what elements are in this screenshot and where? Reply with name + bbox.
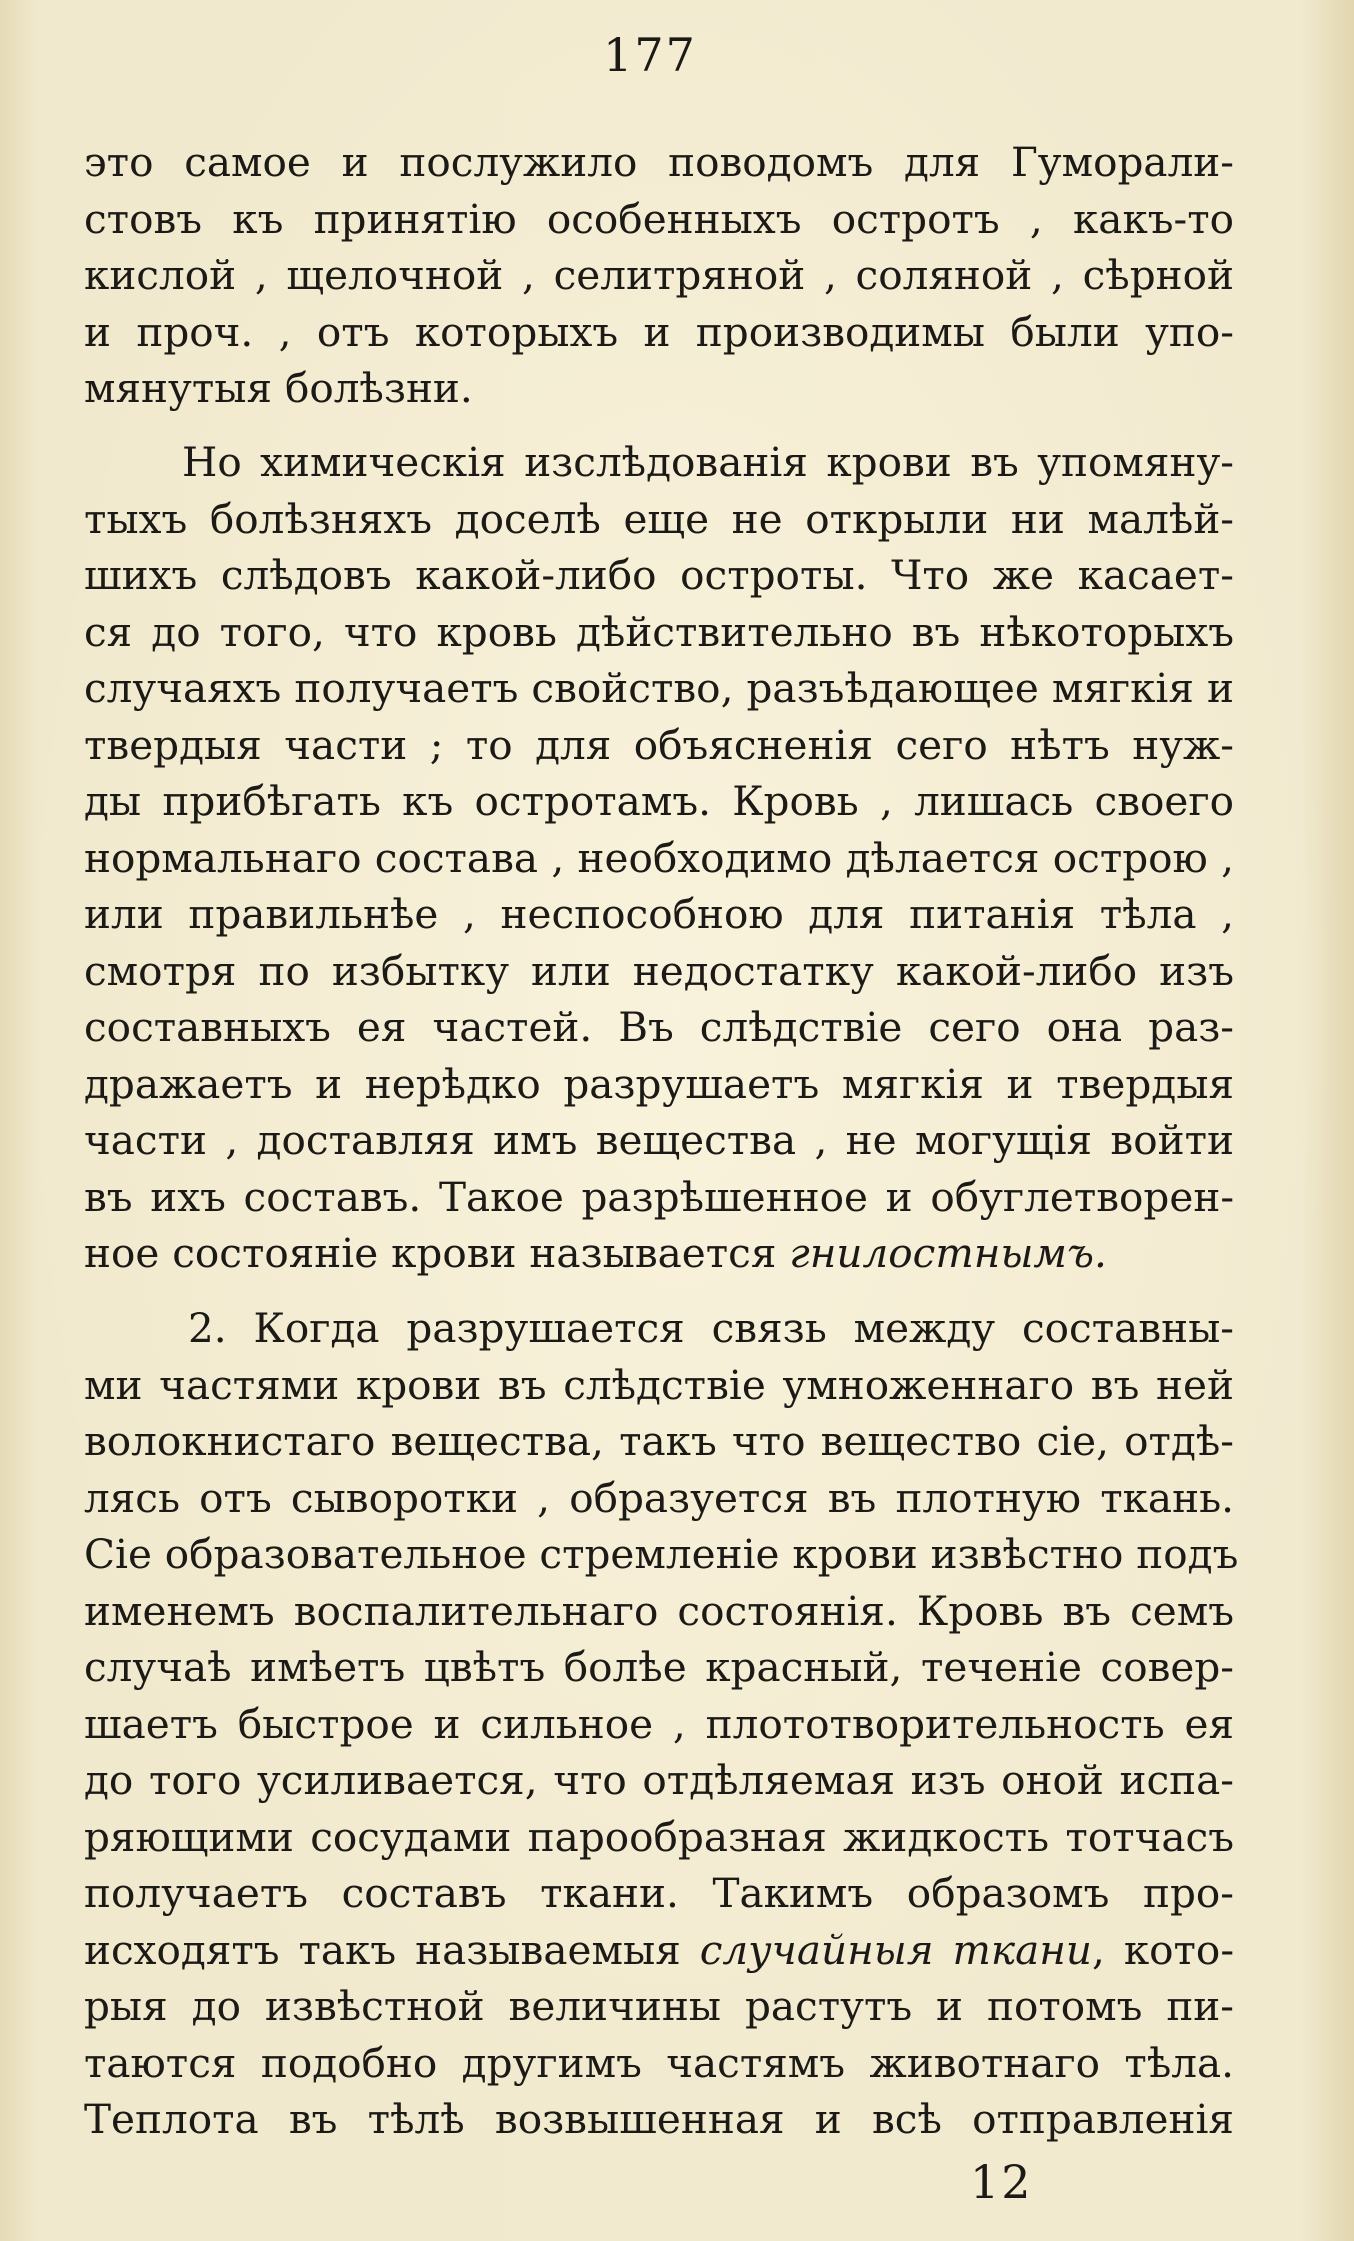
text-line: таются подобно другимъ частямъ животнаго тѣла.	[84, 2038, 1234, 2087]
emphasized-term: случайныя ткани	[699, 1925, 1093, 1974]
text-line: Теплота въ тѣлѣ возвышенная и всѣ отправленія	[84, 2095, 1234, 2143]
text-line: или правильнѣе , неспособною для питанія тѣла ,	[84, 890, 1234, 938]
text-line: въ ихъ составъ. Такое разрѣшенное и обуглетворен-	[84, 1172, 1234, 1221]
text-line: стовъ къ принятію особенныхъ остротъ , какъ-то	[84, 194, 1234, 243]
text-line: лясь отъ сыворотки , образуется въ плотную ткань.	[84, 1473, 1234, 1522]
text-line: 2. Когда разрушается связь между составны-	[188, 1304, 1234, 1352]
signature-mark: 12	[970, 2155, 1033, 2209]
text-line: ми частями крови въ слѣдствіе умноженнаго въ ней	[84, 1360, 1234, 1409]
text-line: получаетъ составъ ткани. Такимъ образомъ про-	[84, 1869, 1234, 1917]
paragraph-3	[84, 1300, 1239, 2148]
text-line: волокнистаго вещества, такъ что вещество сіе, отдѣ-	[84, 1417, 1234, 1465]
text-line: Но химическія изслѣдованія крови въ упомяну-	[182, 438, 1234, 486]
text-line: случаяхъ получаетъ свойство, разъѣдающее мягкія и	[84, 664, 1234, 712]
text-segment: ное состояніе крови называется	[84, 1229, 790, 1277]
text-line: и проч. , отъ которыхъ и производимы были упо-	[84, 307, 1234, 356]
text-line: мянутыя болѣзни.	[84, 364, 473, 412]
text-line: смотря по избытку или недостатку какой-либо изъ	[84, 946, 1234, 995]
text-line: ся до того, что кровь дѣйствительно въ нѣкоторыхъ	[84, 607, 1234, 656]
text-line: шихъ слѣдовъ какой-либо остроты. Что же касает-	[84, 551, 1234, 599]
text-line: составныхъ ея частей. Въ слѣдствіе сего она раз-	[84, 1003, 1234, 1051]
text-line: тыхъ болѣзняхъ доселѣ еще не открыли ни малѣй-	[84, 494, 1234, 543]
text-line: ды прибѣгать къ остротамъ. Кровь , лишась своего	[84, 777, 1234, 825]
text-line: Сіе образовательное стремленіе крови извѣстно подъ	[84, 1530, 1239, 1578]
text-line: ряющими сосудами парообразная жидкость тотчасъ	[84, 1812, 1234, 1861]
text-line: кислой , щелочной , селитряной , соляной , сѣрной	[84, 251, 1234, 299]
text-line: шаетъ быстрое и сильное , плототворительность ея	[84, 1699, 1234, 1748]
text-line: именемъ воспалительнаго состоянія. Кровь въ семъ	[84, 1586, 1234, 1635]
text-line	[84, 1225, 1234, 1282]
text-line: рыя до извѣстной величины растутъ и потомъ пи-	[84, 1982, 1234, 2030]
text-line: твердыя части ; то для объясненія сего нѣтъ нуж-	[84, 720, 1234, 769]
text-segment: исходятъ такъ называемыя	[84, 1925, 700, 1974]
text-line: случаѣ имѣетъ цвѣтъ болѣе красный, теченіе совер-	[84, 1643, 1234, 1691]
page-number: 177	[603, 28, 697, 82]
text-line: дражаетъ и нерѣдко разрушаетъ мягкія и твердыя	[84, 1059, 1234, 1108]
text-line: до того усиливается, что отдѣляемая изъ оной испа-	[84, 1756, 1234, 1804]
text-segment: , кото-	[1092, 1925, 1235, 1974]
text-line	[84, 1922, 1234, 1979]
paragraph-1	[84, 134, 1234, 417]
text-line: части , доставляя имъ вещества , не могущія войти	[84, 1116, 1234, 1164]
text-line: это самое и послужило поводомъ для Гуморали-	[84, 138, 1234, 186]
paragraph-2	[84, 434, 1234, 1282]
emphasized-term: гнилостнымъ.	[789, 1229, 1107, 1277]
text-line: нормальнаго состава , необходимо дѣлается острою ,	[84, 833, 1234, 882]
